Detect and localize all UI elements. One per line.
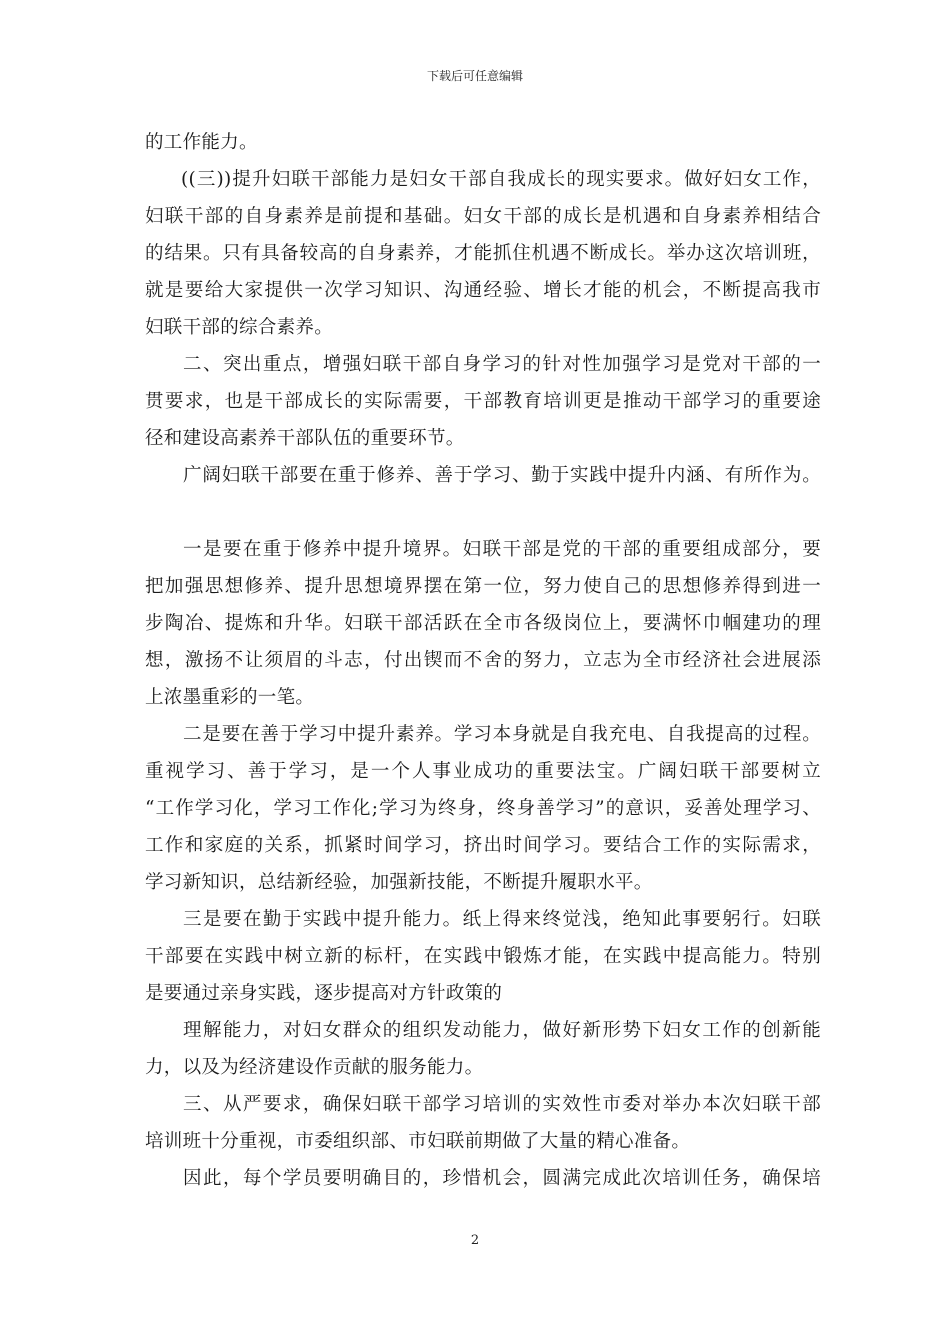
text-line: 的工作能力。 — [145, 132, 258, 153]
text-line: 三、从严要求，确保妇联干部学习培训的实效性市委对举办本次妇联干部 — [183, 1094, 821, 1115]
text-line: 干部要在实践中树立新的标杆，在实践中锻炼才能，在实践中提高能力。特别 — [145, 946, 821, 967]
text-line: 是要通过亲身实践，逐步提高对方针政策的 — [145, 983, 503, 1004]
text-line: 径和建设高素养干部队伍的重要环节。 — [145, 428, 465, 449]
text-line: 妇联干部的自身素养是前提和基础。妇女干部的成长是机遇和自身素养相结合 — [145, 206, 821, 227]
text-line: 上浓墨重彩的一笔。 — [145, 687, 315, 708]
text-line: 把加强思想修养、提升思想境界摆在第一位，努力使自己的思想修养得到进一 — [145, 576, 821, 597]
text-line: 学习新知识，总结新经验，加强新技能，不断提升履职水平。 — [145, 872, 653, 893]
text-line: 想，激扬不让须眉的斗志，付出锲而不舍的努力，立志为全市经济社会进展添 — [145, 650, 821, 671]
text-line: 重视学习、善于学习，是一个人事业成功的重要法宝。广阔妇联干部要树立 — [145, 761, 821, 782]
text-line: 力，以及为经济建设作贡献的服务能力。 — [145, 1057, 484, 1078]
text-line: 二、突出重点，增强妇联干部自身学习的针对性加强学习是党对干部的一 — [183, 354, 821, 375]
text-line: 理解能力，对妇女群众的组织发动能力，做好新形势下妇女工作的创新能 — [183, 1020, 821, 1041]
text-line: 工作和家庭的关系，抓紧时间学习，挤出时间学习。要结合工作的实际需求， — [145, 835, 821, 856]
text-line: 因此，每个学员要明确目的，珍惜机会，圆满完成此次培训任务，确保培 — [183, 1168, 821, 1189]
document-body — [145, 124, 821, 1197]
text-line: 三是要在勤于实践中提升能力。纸上得来终觉浅，绝知此事要躬行。妇联 — [183, 909, 821, 930]
text-line: “工作学习化，学习工作化;学习为终身，终身善学习”的意识，妥善处理学习、 — [145, 798, 821, 819]
page-header: 下载后可任意编辑 — [426, 69, 523, 83]
text-line: 妇联干部的综合素养。 — [145, 317, 334, 338]
page-number: 2 — [470, 1233, 480, 1248]
text-line: 的结果。只有具备较高的自身素养，才能抓住机遇不断成长。举办这次培训班， — [145, 243, 821, 264]
text-line: 广阔妇联干部要在重于修养、善于学习、勤于实践中提升内涵、有所作为。 — [183, 465, 821, 486]
blank-line — [145, 494, 821, 531]
text-line: 就是要给大家提供一次学习知识、沟通经验、增长才能的机会，不断提高我市 — [145, 280, 821, 301]
text-line: 步陶冶、提炼和升华。妇联干部活跃在全市各级岗位上，要满怀巾帼建功的理 — [145, 613, 821, 634]
text-line: 贯要求，也是干部成长的实际需要，干部教育培训更是推动干部学习的重要途 — [145, 391, 821, 412]
text-line: 培训班十分重视，市委组织部、市妇联前期做了大量的精心准备。 — [145, 1131, 691, 1152]
text-line: 一是要在重于修养中提升境界。妇联干部是党的干部的重要组成部分，要 — [183, 539, 821, 560]
text-line: ((三))提升妇联干部能力是妇女干部自我成长的现实要求。做好妇女工作， — [181, 169, 821, 190]
text-line: 二是要在善于学习中提升素养。学习本身就是自我充电、自我提高的过程。 — [183, 724, 821, 745]
